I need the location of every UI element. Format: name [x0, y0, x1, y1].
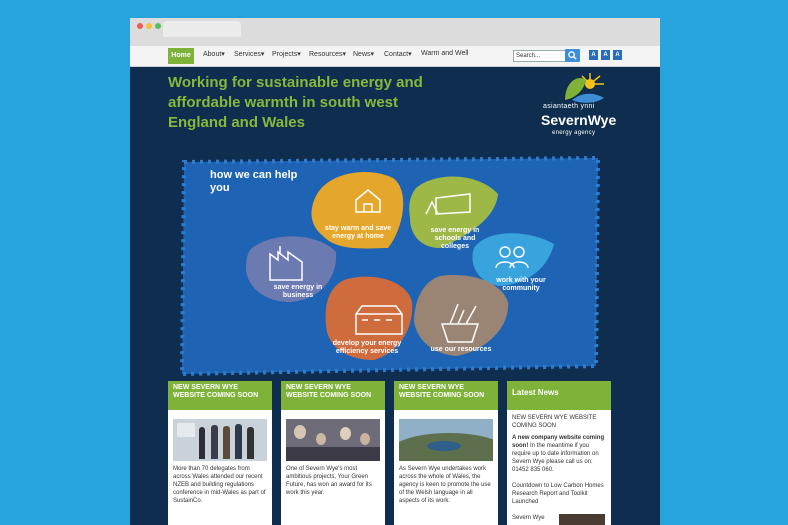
nav-home[interactable]: Home	[168, 48, 194, 64]
nav-warm-and-well[interactable]	[421, 50, 468, 57]
chevron-down-icon: ▾	[260, 51, 265, 58]
nav-label: Resources	[309, 51, 343, 58]
card-title[interactable]: NEW SEVERN WYE WEBSITE COMING SOON	[168, 381, 272, 410]
petal-label-community[interactable]: work with your community	[496, 277, 546, 292]
nav-label: About	[203, 51, 222, 58]
browser-window	[130, 18, 660, 525]
nav-resources[interactable]	[309, 50, 346, 58]
browser-tab[interactable]	[163, 21, 241, 37]
browser-chrome	[130, 18, 660, 47]
latest-news-item-title[interactable]: NEW SEVERN WYE WEBSITE COMING SOON	[512, 415, 597, 429]
card-text: More than 70 delegates from across Wales attended our recent NZEB and building regulations conference in mid-Wales as part of SustainCo.	[173, 466, 266, 504]
news-card[interactable]	[168, 381, 272, 525]
latest-news-item-link[interactable]: Countdown to Low Carbon Homes Research Report and Toolkit Launched	[512, 483, 604, 505]
page-headline: Working for sustainable energy and affordable warmth in south west England and Wales	[168, 74, 423, 131]
award-audience-photo	[286, 419, 380, 461]
card-title[interactable]: NEW SEVERN WYE WEBSITE COMING SOON	[281, 381, 385, 410]
latest-news-thumbnail	[559, 514, 605, 525]
card-title[interactable]: NEW SEVERN WYE WEBSITE COMING SOON	[394, 381, 498, 410]
nav-contact[interactable]	[384, 50, 412, 58]
latest-news-item-text: In the meantime if you require up to date information on Severn Wye please call us on: 01452 835 060.	[512, 443, 599, 473]
news-card[interactable]	[394, 381, 498, 525]
chevron-down-icon: ▾	[370, 51, 375, 58]
chevron-down-icon: ▾	[221, 51, 225, 58]
logo-welsh-text: asiantaeth ynni	[543, 103, 595, 110]
leaf-sun-logo-icon	[560, 70, 610, 106]
search-input[interactable]: Search...	[513, 50, 567, 62]
search-icon	[568, 51, 577, 60]
nav-label: Services	[234, 51, 261, 58]
nav-label: Warm and Well	[421, 50, 469, 57]
latest-news-item-body	[507, 430, 611, 474]
petal-label-schools[interactable]: save energy in schools and colleges	[430, 227, 480, 250]
petal-label-home[interactable]: stay warm and save energy at home	[324, 225, 392, 240]
nav-news[interactable]	[353, 50, 374, 58]
text-size-large-button[interactable]: A	[613, 50, 622, 60]
nav-projects[interactable]	[272, 50, 301, 58]
close-dot-icon[interactable]	[137, 23, 143, 29]
latest-news-panel	[507, 381, 611, 525]
hero-title: how we can help you	[210, 169, 298, 194]
logo-name: SevernWye	[541, 112, 617, 128]
chevron-down-icon: ▾	[297, 51, 301, 58]
petal-label-services[interactable]: develop your energy efficiency services	[332, 340, 402, 355]
nav-about[interactable]	[203, 50, 225, 58]
latest-news-heading: Latest News	[507, 381, 611, 410]
welsh-landscape-photo	[399, 419, 493, 461]
logo-tagline: energy agency	[552, 130, 596, 136]
text-size-medium-button[interactable]: A	[601, 50, 610, 60]
chevron-down-icon: ▾	[408, 51, 412, 58]
latest-news-item-bold: A new company website coming soon!	[512, 435, 605, 449]
main-navigation	[130, 46, 660, 67]
text-size-small-button[interactable]: A	[589, 50, 598, 60]
conference-photo	[173, 419, 267, 461]
severnwye-logo[interactable]	[530, 70, 620, 150]
card-text: One of Severn Wye's most ambitious projects, Your Green Future, has won an award for its work this year.	[286, 466, 372, 496]
nav-services[interactable]	[234, 50, 264, 58]
maximize-dot-icon[interactable]	[155, 23, 161, 29]
latest-news-item-link[interactable]: Severn Wye	[512, 515, 545, 521]
nav-label: News	[353, 51, 371, 58]
petal-label-business[interactable]: save energy in business	[273, 284, 323, 299]
chevron-down-icon: ▾	[342, 51, 346, 58]
nav-label: Contact	[384, 51, 409, 58]
search-button[interactable]	[565, 49, 580, 62]
minimize-dot-icon[interactable]	[146, 23, 152, 29]
petal-label-resources[interactable]: use our resources	[430, 346, 492, 353]
card-text: As Severn Wye undertakes work across the whole of Wales, the agency is keen to promote the use of the Welsh language in all aspects of its work.	[399, 466, 491, 504]
nav-label: Projects	[272, 51, 298, 58]
how-we-can-help-panel	[178, 156, 603, 378]
news-card[interactable]	[281, 381, 385, 525]
